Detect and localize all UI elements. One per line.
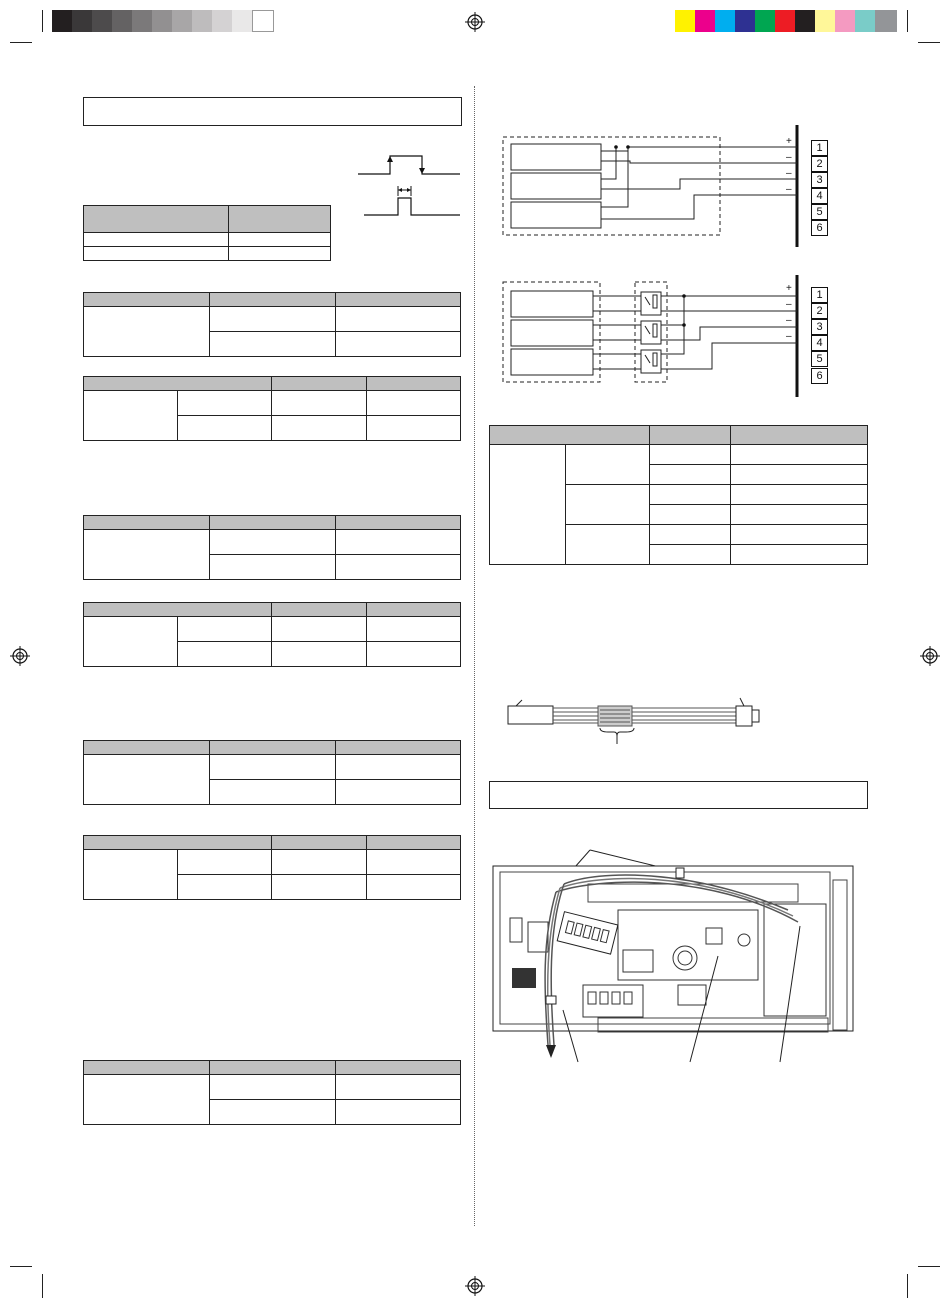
terminal-number: 5 — [811, 351, 828, 367]
crop-mark — [907, 1274, 908, 1298]
gray-swatch — [212, 10, 232, 32]
polarity-minus: – — [786, 315, 792, 326]
polarity-minus: – — [786, 299, 792, 310]
terminal-number: 2 — [811, 156, 828, 172]
color-swatch — [775, 10, 795, 32]
terminal-number: 3 — [811, 319, 828, 335]
color-swatch — [855, 10, 875, 32]
gray-swatch — [152, 10, 172, 32]
column-divider — [474, 86, 475, 1226]
gray-swatch — [132, 10, 152, 32]
gray-swatch — [72, 10, 92, 32]
terminal-number: 5 — [811, 204, 828, 220]
gray-swatch — [252, 10, 274, 32]
polarity-minus: – — [786, 152, 792, 163]
color-swatch — [875, 10, 897, 32]
terminal-number: 4 — [811, 335, 828, 351]
gray-swatch — [92, 10, 112, 32]
terminal-number: 2 — [811, 303, 828, 319]
terminal-number: 1 — [811, 287, 828, 303]
spec-table — [83, 835, 461, 900]
registration-target-icon — [920, 646, 940, 666]
terminal-number: 6 — [811, 220, 828, 236]
wiring-lines — [500, 125, 810, 250]
section-heading-box — [83, 97, 462, 126]
spec-table — [489, 425, 868, 565]
color-swatch — [755, 10, 775, 32]
color-swatch — [735, 10, 755, 32]
spec-table — [83, 376, 461, 441]
registration-target-icon — [465, 1276, 485, 1296]
cable-harness-drawing — [500, 690, 775, 750]
polarity-plus: + — [786, 136, 792, 147]
crop-mark — [918, 42, 940, 43]
color-swatch — [835, 10, 855, 32]
registration-target-icon — [10, 646, 30, 666]
spec-table — [83, 515, 461, 580]
polarity-minus: – — [786, 184, 792, 195]
color-swatch — [715, 10, 735, 32]
gray-swatch — [112, 10, 132, 32]
crop-mark — [42, 10, 43, 32]
crop-mark — [42, 1274, 43, 1298]
terminal-number: 6 — [811, 368, 828, 384]
gray-swatch — [52, 10, 72, 32]
color-swatch — [795, 10, 815, 32]
terminal-number: 4 — [811, 188, 828, 204]
spec-table — [83, 292, 461, 357]
registration-target-icon — [465, 12, 485, 32]
crop-mark — [10, 1266, 32, 1267]
polarity-plus: + — [786, 283, 792, 294]
unit-interior-drawing — [488, 840, 860, 1070]
terminal-number: 3 — [811, 172, 828, 188]
crop-mark — [918, 1266, 940, 1267]
spec-table — [83, 205, 331, 261]
spec-table — [83, 740, 461, 805]
polarity-minus: – — [786, 168, 792, 179]
color-swatch — [815, 10, 835, 32]
color-swatch — [695, 10, 715, 32]
crop-mark — [10, 42, 32, 43]
section-heading-box — [489, 781, 868, 809]
spec-table — [83, 602, 461, 667]
polarity-minus: – — [786, 331, 792, 342]
gray-swatch — [172, 10, 192, 32]
crop-mark — [907, 10, 908, 32]
pulse-signal-diagram — [358, 150, 462, 220]
color-swatch — [675, 10, 695, 32]
wiring-lines — [500, 275, 810, 400]
terminal-number: 1 — [811, 140, 828, 156]
gray-swatch — [232, 10, 252, 32]
spec-table — [83, 1060, 461, 1125]
gray-swatch — [192, 10, 212, 32]
